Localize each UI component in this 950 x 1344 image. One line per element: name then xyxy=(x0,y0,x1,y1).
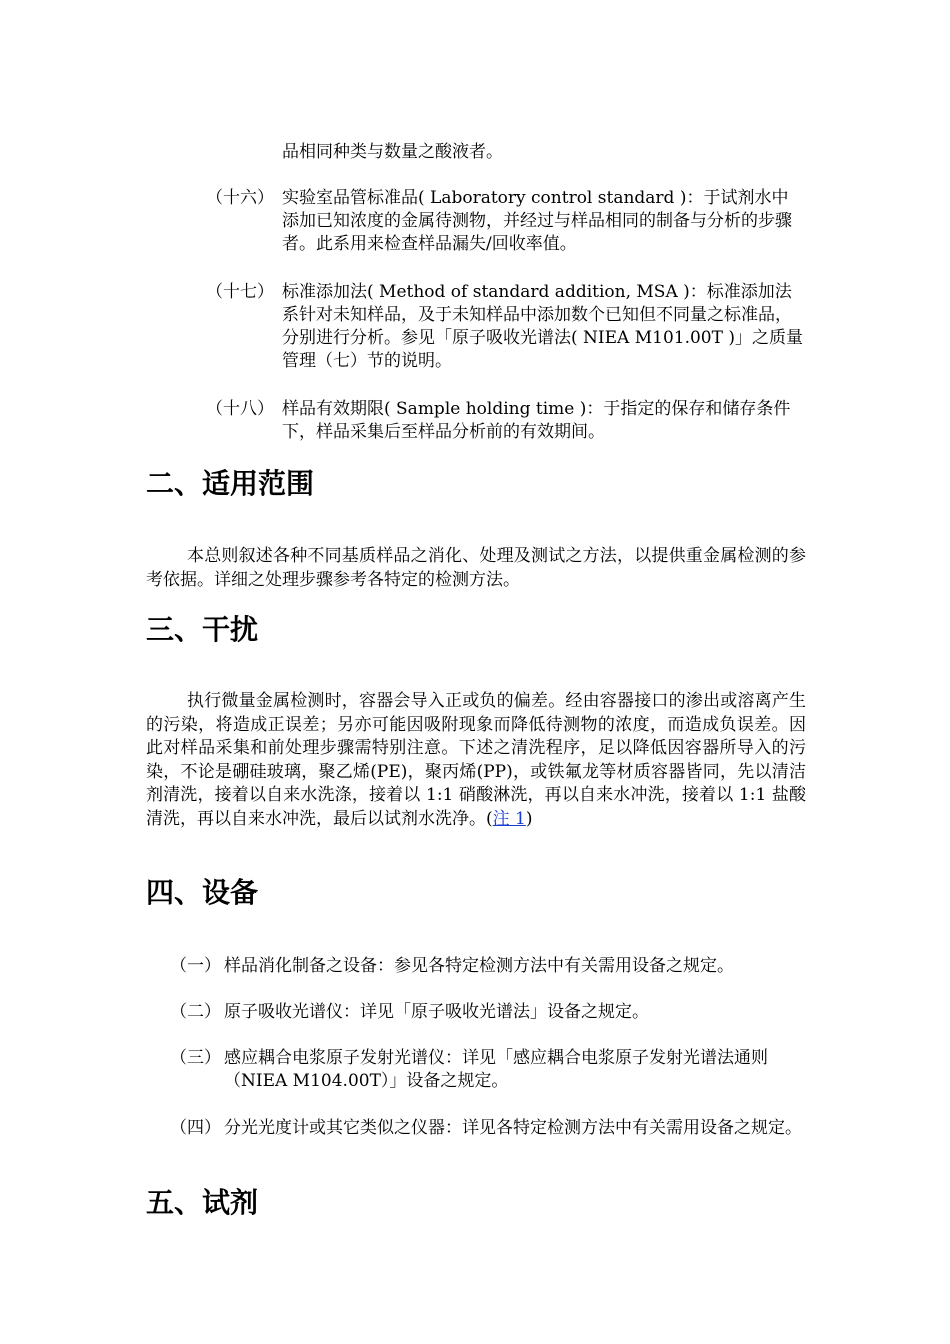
equipment-item-4 xyxy=(170,1117,806,1165)
item-text: 实验室品管标准品( Laboratory control standard )：于试剂水中添加已知浓度的金属待测物，并经过与样品相同的制备与分析的步骤者。此系用来检查样品漏失/回收率值。 xyxy=(282,188,792,254)
item-text: 样品有效期限( Sample holding time )：于指定的保存和储存条件下，样品采集后至样品分析前的有效期间。 xyxy=(282,399,791,442)
definition-item-17 xyxy=(206,281,806,376)
item-text: 原子吸收光谱仪：详见「原子吸收光谱法」设备之规定。 xyxy=(224,1002,649,1022)
item-number: （四） xyxy=(170,1118,221,1138)
item-text: 标准添加法( Method of standard addition, MSA )：标准添加法系针对未知样品，及于未知样品中添加数个已知但不同量之标准品，分别进行分析。参见「原子吸收光谱法( NIEA M101.00T )」之质量管理（七）节的说明。 xyxy=(282,282,803,371)
item-text: 分光光度计或其它类似之仪器：详见各特定检测方法中有关需用设备之规定。 xyxy=(224,1118,802,1138)
item-number: （十六） xyxy=(206,188,274,208)
equipment-item-2 xyxy=(170,1001,806,1025)
definition-item-16 xyxy=(206,187,806,257)
item-number: （三） xyxy=(170,1048,221,1068)
item-text: 感应耦合电浆原子发射光谱仪：详见「感应耦合电浆原子发射光谱法通则（NIEA M104.00T）」设备之规定。 xyxy=(224,1048,768,1091)
item-number: （十七） xyxy=(206,282,274,302)
item-number: （一） xyxy=(170,956,221,976)
equipment-item-1 xyxy=(170,955,806,979)
section-paragraph-scope: 本总则叙述各种不同基质样品之消化、处理及测试之方法，以提供重金属检测的参考依据。详细之处理步骤参考各特定的检测方法。 xyxy=(146,546,806,590)
item-number: （十八） xyxy=(206,399,274,419)
equipment-item-3 xyxy=(170,1047,806,1095)
section-paragraph-interference xyxy=(146,690,806,831)
section-heading-scope: 二、适用范围 xyxy=(146,467,315,500)
item-text: 样品消化制备之设备：参见各特定检测方法中有关需用设备之规定。 xyxy=(224,956,734,976)
interference-text: 执行微量金属检测时，容器会导入正或负的偏差。经由容器接口的渗出或溶离产生的污染，将造成正误差；另亦可能因吸附现象而降低待测物的浓度，而造成负误差。因此对样品采集和前处理步骤需特别注意。下述之清洗程序，足以降低因容器所导入的污染，不论是硼硅玻璃，聚乙烯(PE)，聚丙烯(PP)，或铁氟龙等材质容器皆同，先以清洁剂清洗，接着以自来水洗涤，接着以 1:1 硝酸淋洗，再以自来水冲洗，接着以 1:1 盐酸清洗，再以自来水冲洗，最后以试剂水洗净。( xyxy=(146,691,806,829)
item-number: （二） xyxy=(170,1002,221,1022)
continuation-text: 品相同种类与数量之酸液者。 xyxy=(282,142,503,162)
section-heading-equipment: 四、设备 xyxy=(146,876,259,909)
footnote-link[interactable]: 注 1 xyxy=(492,808,526,829)
definition-item-18 xyxy=(206,398,806,446)
interference-text-end: ) xyxy=(525,808,533,829)
section-heading-interference: 三、干扰 xyxy=(146,613,259,646)
section-heading-reagents: 五、试剂 xyxy=(146,1186,259,1219)
